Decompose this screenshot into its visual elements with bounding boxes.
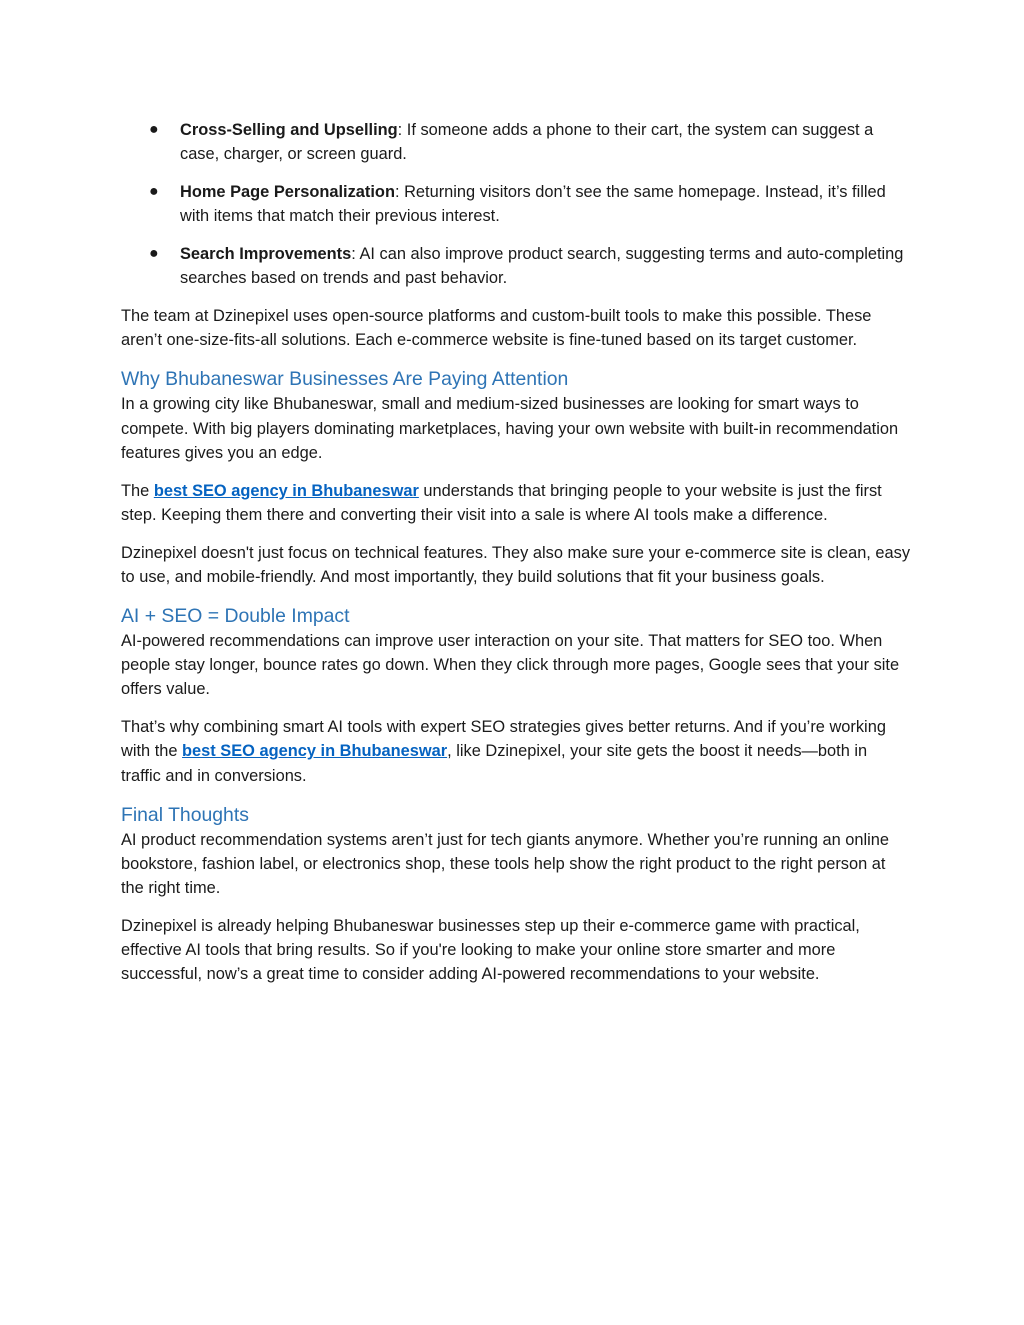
bullet-dot-icon: ● [149,183,159,200]
section-heading-ai-seo: AI + SEO = Double Impact [121,605,350,628]
feature-bullet-list [121,118,911,290]
section2-paragraph-1: AI-powered recommendations can improve user interaction on your site. That matters for SEO too. When people stay longer, bounce rates go down. When they click through more pages, Google sees that your site offers value. [121,632,900,699]
text-run: , like Dzinepixel, your site gets the boost it needs—both in traffic and in conversions. [121,742,868,785]
intro-paragraph: The team at Dzinepixel uses open-source platforms and custom-built tools to make this possible. These aren’t one-size-fits-all solutions. Each e-commerce website is fine-tuned based on its target customer. [121,307,872,350]
seo-agency-link[interactable]: best SEO agency in Bhubaneswar [153,481,419,500]
bullet-dot-icon: ● [149,121,159,138]
bullet-text: : AI can also improve product search, suggesting terms and auto-completing searches based on trends and past behavior. [180,245,904,288]
text-run: That’s why combining smart AI tools with expert SEO strategies gives better returns. And if you’re working with the [121,718,886,761]
bullet-term: Cross-Selling and Upselling [180,121,398,139]
section3-paragraph-1: AI product recommendation systems aren’t just for tech giants anymore. Whether you’re running an online bookstore, fashion label, or electronics shop, these tools help show the right product to the right person at the right time. [121,830,890,898]
text-run: understands that bringing people to your website is just the first step. Keeping them there and converting their visit into a sale is where AI tools make a difference. [121,481,882,524]
section-heading-final-thoughts: Final Thoughts [121,803,249,826]
seo-agency-link[interactable]: best SEO agency in Bhubaneswar [182,742,448,761]
section2-paragraph-2 [121,715,911,788]
bullet-dot-icon: ● [149,245,159,262]
section3-paragraph-2: Dzinepixel is already helping Bhubaneswar businesses step up their e-commerce game with practical, effective AI tools that bring results. So if you're looking to make your online store smarter and more successful, now’s a great time to consider adding AI-powered recommendations to your website. [121,917,860,984]
section1-paragraph-3: Dzinepixel doesn't just focus on technical features. They also make sure your e-commerce site is clean, easy to use, and mobile-friendly. And most importantly, they build solutions that fit your business goals. [121,543,911,586]
bullet-term: Search Improvements [180,245,352,263]
document-page [121,118,911,1000]
text-run: The [121,481,154,500]
bullet-term: Home Page Personalization [180,183,395,201]
section1-paragraph-1: In a growing city like Bhubaneswar, small and medium-sized businesses are looking for smart ways to compete. With big players dominating marketplaces, having your own website with built-in recommendation features gives you an edge. [121,395,899,462]
bullet-item-home-page [121,180,911,228]
bullet-text: : Returning visitors don’t see the same homepage. Instead, it’s filled with items that match their previous interest. [180,183,886,226]
bullet-item-cross-selling [121,118,911,166]
bullet-text: : If someone adds a phone to their cart, the system can suggest a case, charger, or screen guard. [180,121,874,164]
section-heading-why-bhubaneswar: Why Bhubaneswar Businesses Are Paying Attention [121,368,569,391]
section1-paragraph-2 [121,479,911,527]
bullet-item-search [121,242,911,290]
